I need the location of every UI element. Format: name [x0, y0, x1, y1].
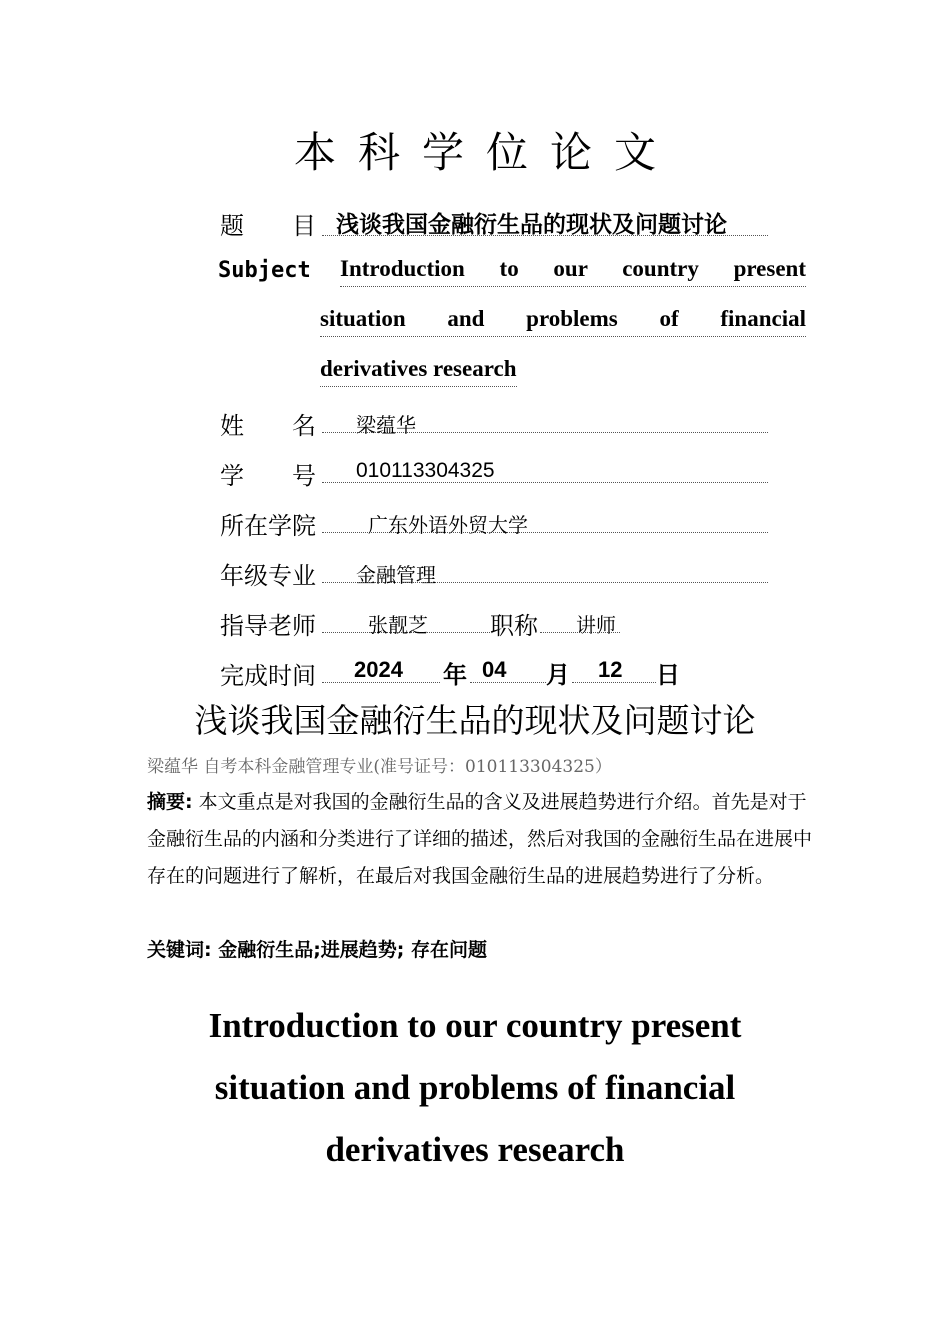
- major-label: 年级专业: [220, 562, 316, 590]
- advisor-value: 张靓芝: [322, 609, 490, 633]
- rank-label: 职称: [490, 612, 538, 640]
- date-label: 完成时间: [220, 662, 316, 690]
- date-day: 12: [572, 657, 656, 683]
- college-label: 所在学院: [220, 512, 316, 540]
- date-month-unit: 月: [546, 661, 570, 689]
- date-year: 2024: [322, 657, 440, 683]
- thesis-title-value: 浅谈我国金融衍生品的现状及问题讨论: [322, 206, 768, 236]
- title-label: 题 目: [220, 212, 316, 240]
- college-value: 广东外语外贸大学: [322, 509, 768, 533]
- student-id-value: 010113304325: [322, 459, 768, 483]
- abstract-text: 本文重点是对我国的金融衍生品的含义及进展趋势进行介绍。首先是对于金融衍生品的内涵和分类进行了详细的描述，然后对我国的金融衍生品在进展中存在的问题进行了解析，在最后对我国金融衍生品的进展趋势进行了分析。: [147, 791, 813, 887]
- paper-english-title: [0, 995, 950, 1181]
- author-line: 梁蕴华 自考本科金融管理专业(准号证号：010113304325）: [147, 757, 612, 777]
- subject-line-2: situation and problems of financial: [320, 306, 806, 337]
- student-id-label: 学 号: [220, 462, 316, 490]
- subject-line-3: derivatives research: [320, 356, 517, 387]
- english-title-line-2: situation and problems of financial: [214, 1068, 736, 1107]
- date-year-unit: 年: [443, 661, 467, 689]
- name-label: 姓 名: [220, 412, 316, 440]
- date-day-unit: 日: [656, 661, 680, 689]
- keywords: 关键词: 金融衍生品;进展趋势; 存在问题: [147, 939, 488, 961]
- name-value: 梁蕴华: [322, 409, 768, 433]
- date-month: 04: [470, 657, 546, 683]
- subject-line-1: Introduction to our country present: [340, 256, 806, 287]
- paper-chinese-title: 浅谈我国金融衍生品的现状及问题讨论: [194, 701, 756, 740]
- advisor-label: 指导老师: [220, 612, 316, 640]
- subject-label: Subject: [218, 258, 311, 283]
- rank-value: 讲师: [540, 609, 620, 633]
- cover-heading: 本科学位论文: [293, 128, 678, 177]
- abstract-label: 摘要:: [147, 791, 193, 813]
- major-value: 金融管理: [322, 559, 768, 583]
- english-title-line-3: derivatives research: [325, 1130, 625, 1169]
- abstract: [147, 784, 817, 895]
- english-title-line-1: Introduction to our country present: [208, 1006, 742, 1045]
